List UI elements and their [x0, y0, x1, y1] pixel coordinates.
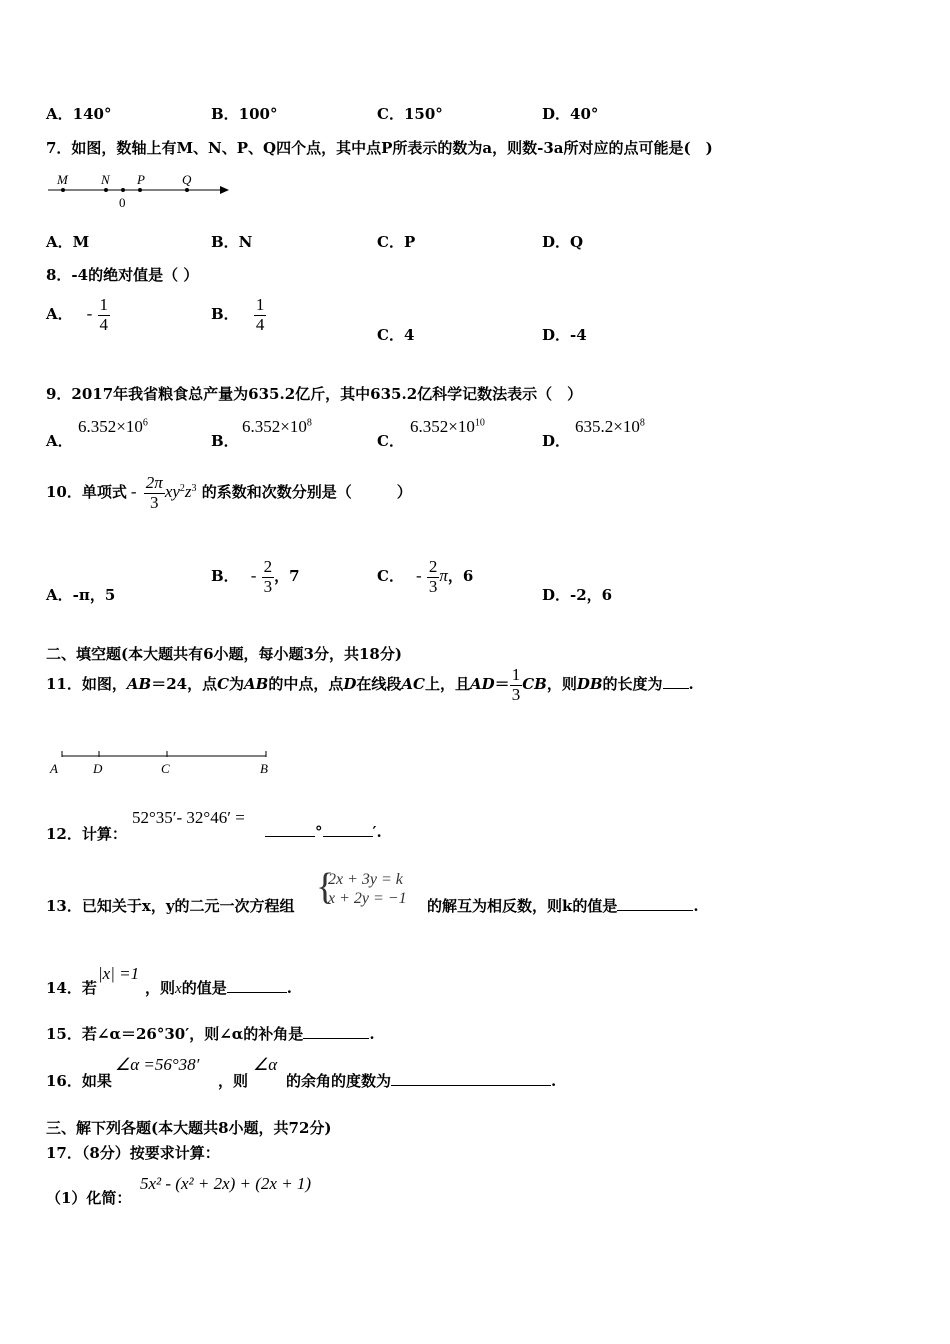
q13-equation-system: { 2x + 3y = k x + 2y = −1 [316, 866, 407, 908]
label-a: A [50, 761, 58, 776]
q10-option-c: C． - $\frac{2}{3}$ π，6 [377, 557, 474, 596]
q8-question: 8．-4的绝对值是（ ） [46, 266, 199, 284]
q12-label: 12．计算： [46, 825, 127, 843]
q10-option-a: A．-π，5 [46, 586, 116, 604]
q10-question: 10．单项式 - $\frac{2\pi}{3}$ $xy^2z^3$ 的系数和次数分别是（ ） [46, 473, 412, 512]
label-n: N [101, 172, 110, 187]
q17-sub1-expression: 5x² - (x² + 2x) + (2x + 1) [140, 1174, 312, 1193]
label-zero: 0 [119, 195, 126, 210]
q6-option-d: D．40° [542, 105, 599, 123]
label-c: C [161, 761, 170, 776]
q6-option-a: A．140° [46, 105, 112, 123]
q9-option-a-letter: A． [46, 432, 73, 450]
q14-expression: |x| =1 [98, 964, 140, 983]
q14-suffix: ，则x的值是 . [145, 979, 292, 997]
q8-option-a: A． - $\frac{1}{4}$ [46, 295, 109, 334]
q13-suffix: 的解互为相反数，则k的值是 . [427, 897, 699, 915]
q7-option-c: C．P [377, 233, 416, 251]
point-n [104, 188, 108, 192]
q9-option-b-letter: B． [211, 432, 239, 450]
label-d: D [93, 761, 103, 776]
q16-mid: ，则 [218, 1072, 249, 1090]
q15-question: 15．若∠α＝26°30′，则∠α的补角是 . [46, 1025, 375, 1043]
q9-option-c-value: $6.352\times 10^{10}$ [410, 417, 485, 436]
q7-option-d: D．Q [542, 233, 584, 251]
q7-number-line [46, 168, 236, 210]
label-m: M [57, 172, 68, 187]
q10-option-b: B． - $\frac{2}{3}$ ，7 [211, 557, 300, 596]
q16-label: 16．如果 [46, 1072, 112, 1090]
q7-option-a: A．M [46, 233, 90, 251]
q16-angle: ∠α [253, 1055, 278, 1074]
q11-question: 11．如图，AB＝24，点C为AB的中点，点D在线段AC上，且AD＝ $\frac{1}{3}$ CB，则DB的长度为 . [46, 665, 694, 704]
q9-question: 9．2017年我省粮食总产量为635.2亿斤，其中635.2亿科学记数法表示（ ） [46, 385, 583, 403]
label-b: B [260, 761, 268, 776]
q13-label: 13．已知关于x，y的二元一次方程组 [46, 897, 295, 915]
q12-expression: 52°35′- 32°46′ = [132, 808, 245, 827]
q11-segment-figure [46, 746, 278, 780]
q13-equation-2: x + 2y = −1 [328, 890, 407, 907]
label-p: P [137, 172, 145, 187]
q9-option-d-letter: D． [542, 432, 571, 450]
point-q [185, 188, 189, 192]
arrow-icon [220, 186, 229, 194]
q7-option-b: B．N [211, 233, 253, 251]
q10-option-d: D．-2，6 [542, 586, 613, 604]
q16-suffix: 的余角的度数为 . [286, 1072, 557, 1090]
q9-option-d-value: $635.2\times 10^8$ [575, 417, 645, 436]
point-m [61, 188, 65, 192]
point-p [138, 188, 142, 192]
q6-option-c: C．150° [377, 105, 443, 123]
q7-question: 7．如图，数轴上有M、N、P、Q四个点，其中点P所表示的数为a，则数-3a所对应的点可能是( ) [46, 139, 713, 157]
q16-expression: ∠α =56°38′ [115, 1055, 200, 1074]
q6-option-b: B．100° [211, 105, 278, 123]
q9-option-c-letter: C． [377, 432, 404, 450]
point-zero [121, 188, 125, 192]
q14-label: 14．若 [46, 979, 97, 997]
q8-option-d: D．-4 [542, 326, 587, 344]
q9-option-b-value: $6.352\times 10^8$ [242, 417, 312, 436]
q8-option-b: B． $\frac{1}{4}$ [211, 295, 265, 334]
q17-question: 17．（8分）按要求计算： [46, 1144, 220, 1162]
q9-option-a-value: $6.352\times 10^6$ [78, 417, 148, 436]
label-q: Q [182, 172, 192, 187]
q12-answer-blanks: ° ′. [265, 823, 382, 841]
q17-sub1-label: （1）化简： [46, 1189, 132, 1207]
section-2-heading: 二、填空题(本大题共有6小题，每小题3分，共18分) [46, 645, 402, 663]
section-3-heading: 三、解下列各题(本大题共8小题，共72分) [46, 1119, 332, 1137]
q8-option-c: C．4 [377, 326, 415, 344]
q13-equation-1: 2x + 3y = k [328, 871, 403, 888]
